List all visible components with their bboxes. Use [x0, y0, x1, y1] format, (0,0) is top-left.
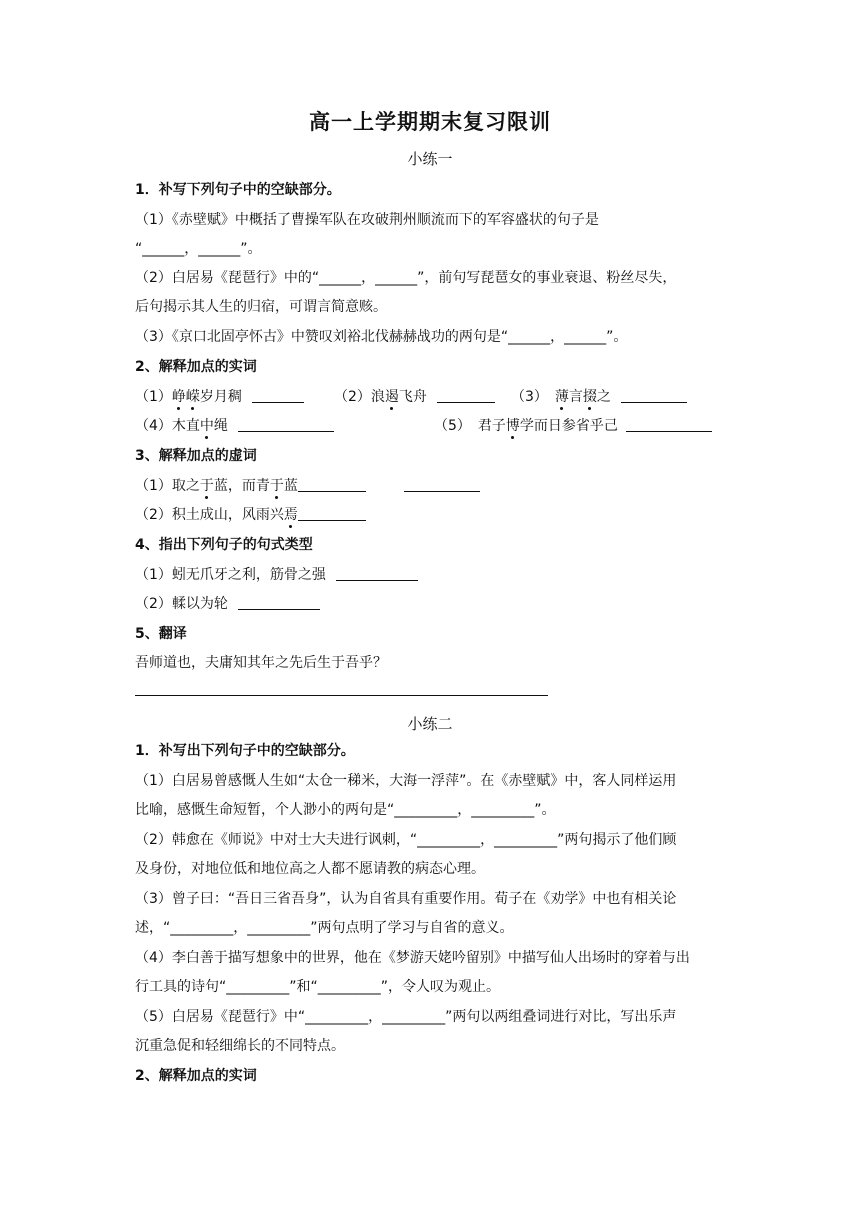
part1-q1-s3: （3）《京口北固亭怀古》中赞叹刘裕北伐赫赫战功的两句是“______，______”。: [135, 329, 628, 345]
part2-q1-line9: （5）白居易《琵琶行》中“_________，_________”两句以两组叠词进行对比，写出乐声: [135, 1009, 677, 1025]
document-title: 高一上学期期末复习限训: [309, 109, 551, 134]
part2-q1-line8: 行工具的诗句“_________”和“_________”，令人叹为观止。: [135, 979, 501, 995]
dotted-char: 峥: [171, 389, 186, 405]
part1-q5-title: 5、翻译: [135, 626, 187, 642]
dotted-char: 掇: [582, 389, 597, 405]
part2-q2-title: 2、解释加点的实词: [135, 1068, 257, 1084]
part1-q4-item1: （1）蚓无爪牙之利，筋骨之强: [135, 565, 418, 585]
dotted-char: 遏: [384, 389, 399, 405]
dotted-char: 嵘: [185, 389, 200, 405]
part2-q1-line3: （2）韩愈在《师说》中对士大夫进行讽刺，“_________，_________”两句揭示了他们顾: [135, 832, 677, 848]
part2-q1-title: 1．补写出下列句子中的空缺部分。: [135, 743, 355, 759]
answer-blank[interactable]: [298, 506, 366, 521]
dotted-char: 中: [199, 418, 214, 434]
part1-q1-s2b: 后句揭示其人生的归宿，可谓言简意赅。: [135, 299, 387, 315]
dotted-char: 于: [269, 478, 284, 494]
dotted-char: 博: [505, 418, 520, 434]
answer-blank[interactable]: [238, 417, 334, 432]
part2-q1-line10: 沉重急促和轻细绵长的不同特点。: [135, 1038, 345, 1054]
part2-q1-line6: 述，“_________，_________”两句点明了学习与自省的意义。: [135, 920, 514, 936]
dotted-char: 于: [199, 478, 214, 494]
part1-q1-title: 1．补写下列句子中的空缺部分。: [135, 182, 341, 198]
answer-blank[interactable]: [336, 566, 418, 581]
dotted-char: 焉: [283, 507, 298, 523]
answer-blank[interactable]: [626, 417, 712, 432]
part1-q1-s2a: （2）白居易《琵琶行》中的“______，______”，前句写琵琶女的事业衰退、粉丝尽失，: [135, 270, 677, 286]
part2-q1-line5: （3）曾子曰：“吾日三省吾身”，认为自省具有重要作用。荀子在《劝学》中也有相关论: [135, 891, 677, 907]
part2-q1-line7: （4）李白善于描写想象中的世界，他在《梦游天姥吟留别》中描写仙人出场时的穿着与出: [135, 950, 690, 966]
part1-q2-item4: （4）木直中绳: [135, 416, 334, 436]
answer-blank[interactable]: [298, 477, 366, 492]
dotted-char: 薄: [554, 389, 569, 405]
part1-heading: 小练一: [407, 150, 453, 168]
answer-blank[interactable]: [621, 388, 687, 403]
part1-q3-item1: （1）取之于蓝，而青于蓝: [135, 476, 480, 496]
part1-q2-item1: （1）峥嵘岁月稠: [135, 387, 304, 407]
part1-q3-item2: （2）积土成山，风雨兴焉: [135, 505, 366, 525]
part2-q1-line4: 及身份，对地位低和地位高之人都不愿请教的病态心理。: [135, 861, 485, 877]
part1-q1-s1b: “______，______”。: [135, 241, 262, 257]
part1-q4-title: 4、指出下列句子的句式类型: [135, 537, 313, 553]
part1-q2-item3: （3） 薄言掇之: [511, 387, 687, 407]
answer-blank[interactable]: [252, 388, 304, 403]
answer-blank[interactable]: [238, 595, 320, 610]
part2-q1-line2: 比喻，感慨生命短暂，个人渺小的两句是“_________，_________”。: [135, 802, 556, 818]
part2-q1-line1: （1）白居易曾感慨人生如“太仓一稊米，大海一浮萍”。在《赤壁赋》中，客人同样运用: [135, 773, 677, 789]
part1-q2-item5: （5） 君子博学而日参省乎己: [434, 416, 712, 436]
translation-answer-line[interactable]: [135, 695, 548, 696]
part1-q3-title: 3、解释加点的虚词: [135, 448, 257, 464]
part1-q2-item2: （2）浪遏飞舟: [334, 387, 495, 407]
part2-heading: 小练二: [407, 715, 453, 733]
answer-blank[interactable]: [404, 477, 480, 492]
part1-q4-item2: （2）輮以为轮: [135, 594, 320, 614]
part1-q1-s1a: （1）《赤壁赋》中概括了曹操军队在攻破荆州顺流而下的军容盛状的句子是: [135, 212, 599, 228]
answer-blank[interactable]: [437, 388, 495, 403]
part1-q5-text: 吾师道也，夫庸知其年之先后生于吾乎？: [135, 655, 387, 671]
part1-q2-title: 2、解释加点的实词: [135, 359, 257, 375]
